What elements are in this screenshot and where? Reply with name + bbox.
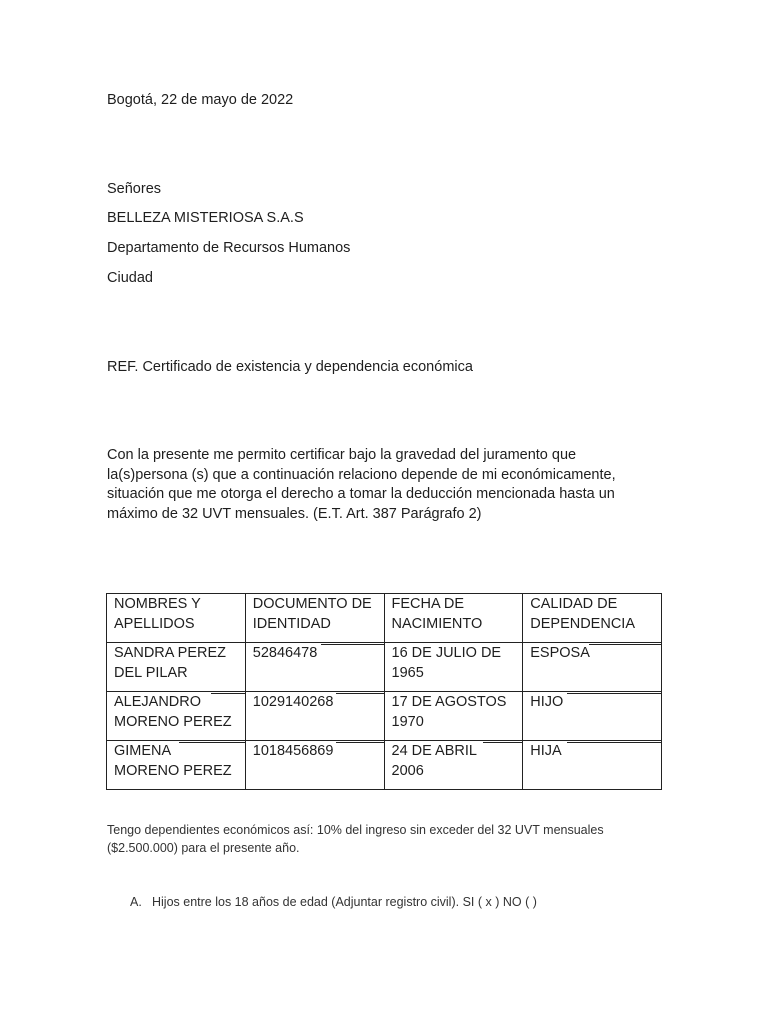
cell-dependency: HIJO bbox=[523, 692, 662, 741]
cell-document: 52846478 bbox=[245, 643, 384, 692]
cell-birthdate: 16 DE JULIO DE 1965 bbox=[384, 643, 523, 692]
cell-name: ALEJANDRO MORENO PEREZ bbox=[107, 692, 246, 741]
cell-dependency: HIJA bbox=[523, 741, 662, 790]
salutation: Señores bbox=[107, 181, 162, 197]
cell-birthdate: 17 DE AGOSTOS 1970 bbox=[384, 692, 523, 741]
body-line: Con la presente me permito certificar bajo la gravedad del juramento que bbox=[107, 447, 577, 463]
note-paragraph bbox=[107, 822, 687, 857]
cell-name: SANDRA PEREZ DEL PILAR bbox=[107, 643, 246, 692]
table-row bbox=[107, 643, 662, 692]
header-cell-document: DOCUMENTO DE IDENTIDAD bbox=[245, 594, 384, 643]
cell-birthdate: 24 DE ABRIL 2006 bbox=[384, 741, 523, 790]
city: Ciudad bbox=[107, 270, 153, 286]
dependents-table bbox=[106, 593, 662, 790]
header-cell-dependency: CALIDAD DE DEPENDENCIA bbox=[523, 594, 662, 643]
header-cell-names: NOMBRES Y APELLIDOS bbox=[107, 594, 246, 643]
company-name: BELLEZA MISTERIOSA S.A.S bbox=[107, 210, 304, 226]
list-item bbox=[130, 894, 537, 911]
cell-dependency: ESPOSA bbox=[523, 643, 662, 692]
body-line: máximo de 32 UVT mensuales. (E.T. Art. 387 Parágrafo 2) bbox=[107, 506, 482, 523]
header-cell-birthdate: FECHA DE NACIMIENTO bbox=[384, 594, 523, 643]
cell-document: 1029140268 bbox=[245, 692, 384, 741]
list-item-text: Hijos entre los 18 años de edad (Adjuntar registro civil). SI ( x ) NO ( ) bbox=[152, 895, 537, 909]
table-row bbox=[107, 741, 662, 790]
list-marker: A. bbox=[130, 895, 142, 909]
body-line: situación que me otorga el derecho a tomar la deducción mencionada hasta un bbox=[107, 486, 615, 503]
body-line: la(s)persona (s) que a continuación relaciono depende de mi económicamente, bbox=[107, 466, 616, 483]
note-line: ($2.500.000) para el presente año. bbox=[107, 840, 300, 855]
body-paragraph bbox=[107, 446, 667, 525]
note-line: Tengo dependientes económicos así: 10% del ingreso sin exceder del 32 UVT mensuales bbox=[107, 823, 604, 837]
reference-line: REF. Certificado de existencia y dependencia económica bbox=[107, 359, 473, 375]
department-name: Departamento de Recursos Humanos bbox=[107, 240, 351, 256]
cell-document: 1018456869 bbox=[245, 741, 384, 790]
table-row bbox=[107, 692, 662, 741]
table-header-row bbox=[107, 594, 662, 643]
cell-name: GIMENA MORENO PEREZ bbox=[107, 741, 246, 790]
date-line: Bogotá, 22 de mayo de 2022 bbox=[107, 92, 294, 108]
